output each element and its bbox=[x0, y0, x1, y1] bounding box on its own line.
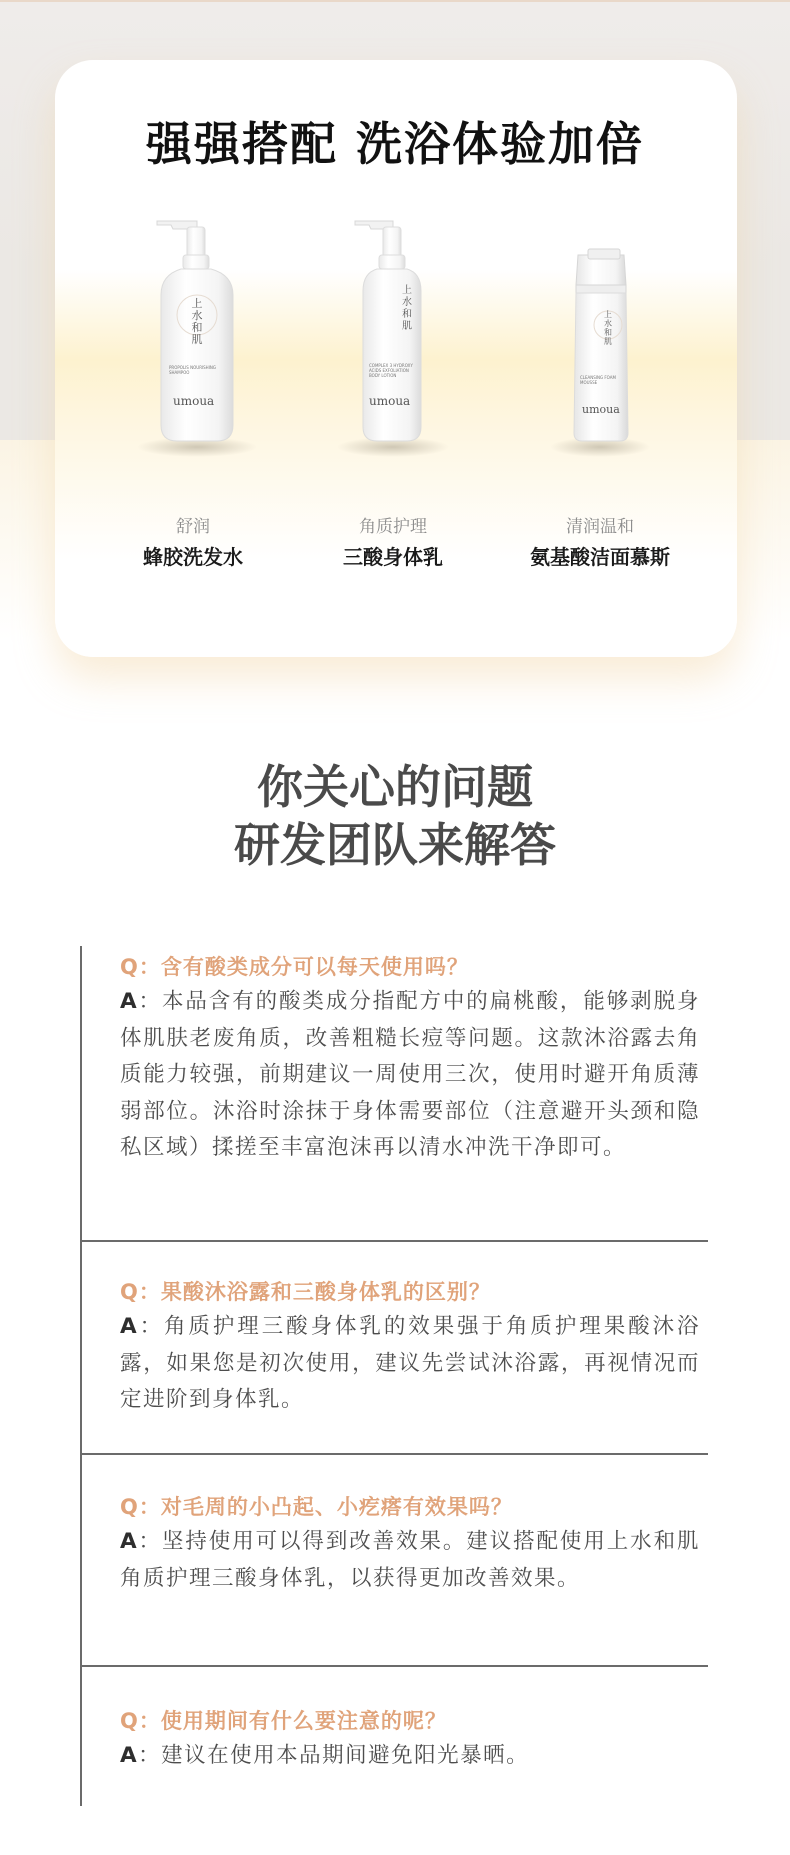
svg-text:umoua: umoua bbox=[369, 394, 411, 408]
foam-bottle-icon: 上 水 和 肌 CLEANSING FOAM MOUSSE umoua bbox=[500, 215, 700, 465]
product-body-lotion bbox=[293, 215, 493, 575]
svg-text:水: 水 bbox=[604, 319, 612, 328]
faq-divider-vertical bbox=[80, 946, 82, 1806]
svg-text:上: 上 bbox=[402, 285, 412, 296]
svg-text:水: 水 bbox=[191, 309, 203, 322]
svg-text:肌: 肌 bbox=[191, 333, 203, 346]
faq-answer: A：坚持使用可以得到改善效果。建议搭配使用上水和肌角质护理三酸身体乳，以获得更加改善效果。 bbox=[120, 1529, 700, 1591]
product-shampoo bbox=[93, 215, 293, 575]
answer-prefix: A bbox=[120, 1529, 139, 1554]
faq-title-line: 你关心的问题 bbox=[257, 760, 533, 814]
svg-text:和: 和 bbox=[191, 321, 203, 334]
svg-text:肌: 肌 bbox=[604, 337, 612, 346]
svg-text:水: 水 bbox=[402, 297, 412, 308]
faq-question: Q：对毛周的小凸起、小疙瘩有效果吗？ bbox=[120, 1495, 513, 1519]
faq-question: Q：果酸沐浴露和三酸身体乳的区别？ bbox=[120, 1280, 491, 1304]
faq-answer: A：角质护理三酸身体乳的效果强于角质护理果酸沐浴露，如果您是初次使用，建议先尝试沐浴露，再视情况而定进阶到身体乳。 bbox=[120, 1314, 700, 1412]
product-subtitle: 清润温和 bbox=[566, 517, 634, 537]
svg-text:umoua: umoua bbox=[173, 394, 215, 408]
faq-divider bbox=[80, 1665, 708, 1667]
faq-title-line: 研发团队来解答 bbox=[234, 818, 556, 872]
svg-text:umoua: umoua bbox=[582, 403, 620, 416]
faq-question: Q：使用期间有什么要注意的呢？ bbox=[120, 1709, 447, 1733]
faq-divider bbox=[80, 1240, 708, 1242]
faq-title bbox=[0, 758, 790, 874]
faq-item bbox=[120, 950, 700, 1167]
faq-question: Q：含有酸类成分可以每天使用吗？ bbox=[120, 955, 469, 979]
product-subtitle: 角质护理 bbox=[359, 517, 427, 537]
faq-item bbox=[120, 1704, 700, 1775]
product-name: 氨基酸洁面慕斯 bbox=[530, 545, 670, 569]
svg-text:肌: 肌 bbox=[402, 321, 412, 332]
svg-text:上: 上 bbox=[604, 310, 612, 319]
product-subtitle: 舒润 bbox=[176, 517, 210, 537]
pump-bottle-icon: 上 水 和 肌 COMPLEX 3 HYDROXY ACIDS EXFOLIATION BODY LOTION umoua bbox=[293, 215, 493, 465]
product-name: 三酸身体乳 bbox=[343, 545, 443, 569]
svg-text:上: 上 bbox=[191, 297, 203, 310]
faq-answer: A：本品含有的酸类成分指配方中的扁桃酸，能够剥脱身体肌肤老废角质，改善粗糙长痘等问题。这款沐浴露去角质能力较强，前期建议一周使用三次，使用时避开角质薄弱部位。沐浴时涂抹于身体需要部位（注意避开头颈和隐私区域）揉搓至丰富泡沫再以清水冲洗干净即可。 bbox=[120, 989, 700, 1160]
answer-prefix: A bbox=[120, 989, 139, 1014]
answer-prefix: A bbox=[120, 1314, 139, 1339]
faq-item bbox=[120, 1275, 700, 1419]
faq-divider bbox=[80, 1453, 708, 1455]
faq-answer: A：建议在使用本品期间避免阳光暴晒。 bbox=[120, 1743, 530, 1768]
faq-item bbox=[120, 1490, 700, 1597]
answer-prefix: A bbox=[120, 1743, 139, 1768]
svg-text:和: 和 bbox=[402, 309, 412, 320]
product-cleansing-mousse bbox=[500, 215, 700, 575]
svg-text:和: 和 bbox=[604, 328, 612, 337]
pump-bottle-icon: 上 水 和 肌 PROPOLIS NOURISHING SHAMPOO umoua bbox=[93, 215, 293, 465]
product-name: 蜂胶洗发水 bbox=[143, 545, 243, 569]
hero-title: 强强搭配 洗浴体验加倍 bbox=[145, 117, 644, 171]
